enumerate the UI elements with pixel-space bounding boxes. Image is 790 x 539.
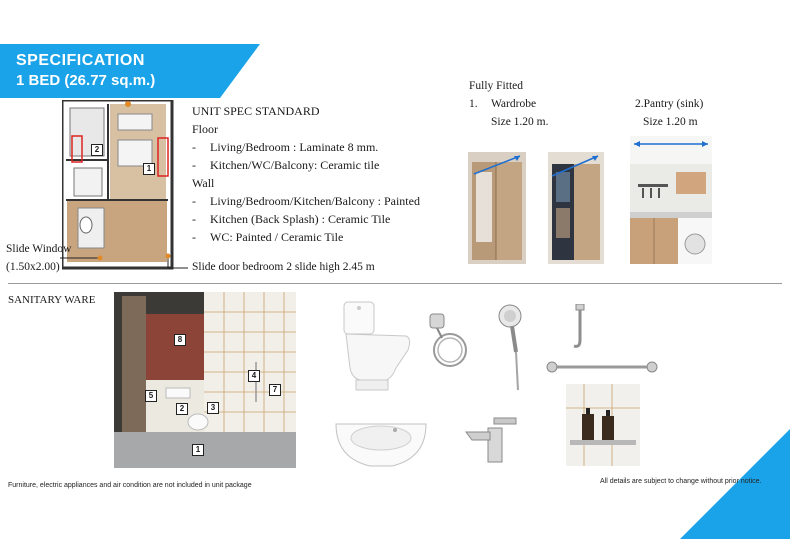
footer-left-note: Furniture, electric appliances and air condition are not included in unit package [8, 482, 252, 489]
bath-tag-8: 8 [174, 334, 186, 346]
bath-tag-7: 7 [269, 384, 281, 396]
wall-item: - WC: Painted / Ceramic Tile [192, 228, 420, 246]
fitted-heading: Fully Fitted [469, 80, 523, 92]
fitted-item2-label: 2.Pantry (sink) [635, 98, 704, 110]
bath-tag-4: 4 [248, 370, 260, 382]
floor-item: - Living/Bedroom : Laminate 8 mm. [192, 138, 420, 156]
toilet-image [336, 298, 416, 398]
bathroom-photo [114, 292, 296, 468]
header-banner [0, 44, 260, 98]
bath-tag-2: 2 [176, 403, 188, 415]
wall-list [192, 192, 420, 246]
slide-door-label: Slide door bedroom 2 slide high 2.45 m [192, 261, 375, 273]
page-title: SPECIFICATION [16, 52, 145, 69]
pantry-photo [630, 136, 712, 264]
wardrobe-photo-2 [548, 152, 604, 264]
shelf-photo [566, 384, 640, 466]
fitted-item1-label: Wardrobe [491, 98, 537, 110]
plan-tag-1: 1 [143, 163, 155, 175]
fitted-item2-size: Size 1.20 m [643, 116, 698, 128]
floor-label: Floor [192, 122, 219, 136]
slide-window-label: Slide Window [6, 243, 72, 255]
shower-head-image [494, 302, 530, 394]
wall-item: - Living/Bedroom/Kitchen/Balcony : Painted [192, 192, 420, 210]
basin-image [332, 414, 430, 470]
faucet-image [464, 414, 520, 464]
wall-item: - Kitchen (Back Splash) : Ceramic Tile [192, 210, 420, 228]
fitted-item1-number: 1. [469, 98, 478, 110]
hand-shower-hose-image [424, 310, 476, 372]
wardrobe-photo-1 [468, 152, 526, 264]
slide-window-size: (1.50x2.00) [6, 261, 60, 273]
robe-hook-image [570, 304, 590, 352]
plan-leader-lines [60, 250, 190, 275]
floor-list [192, 138, 420, 174]
floor-plan [62, 100, 178, 270]
bath-tag-5: 5 [145, 390, 157, 402]
section-divider [8, 283, 782, 284]
bath-tag-3: 3 [207, 402, 219, 414]
floor-item: - Kitchen/WC/Balcony: Ceramic tile [192, 156, 420, 174]
footer-right-note: All details are subject to change without prior notice. [600, 478, 762, 485]
plan-tag-2: 2 [91, 144, 103, 156]
towel-bar-image [546, 360, 658, 374]
bath-tag-1: 1 [192, 444, 204, 456]
unit-spec-heading: UNIT SPEC STANDARD [192, 104, 320, 118]
page-subtitle: 1 BED (26.77 sq.m.) [16, 72, 156, 89]
wall-label: Wall [192, 176, 215, 190]
unit-spec-block [192, 102, 420, 246]
sanitary-heading: SANITARY WARE [8, 294, 96, 306]
fitted-item1-size: Size 1.20 m. [491, 116, 549, 128]
